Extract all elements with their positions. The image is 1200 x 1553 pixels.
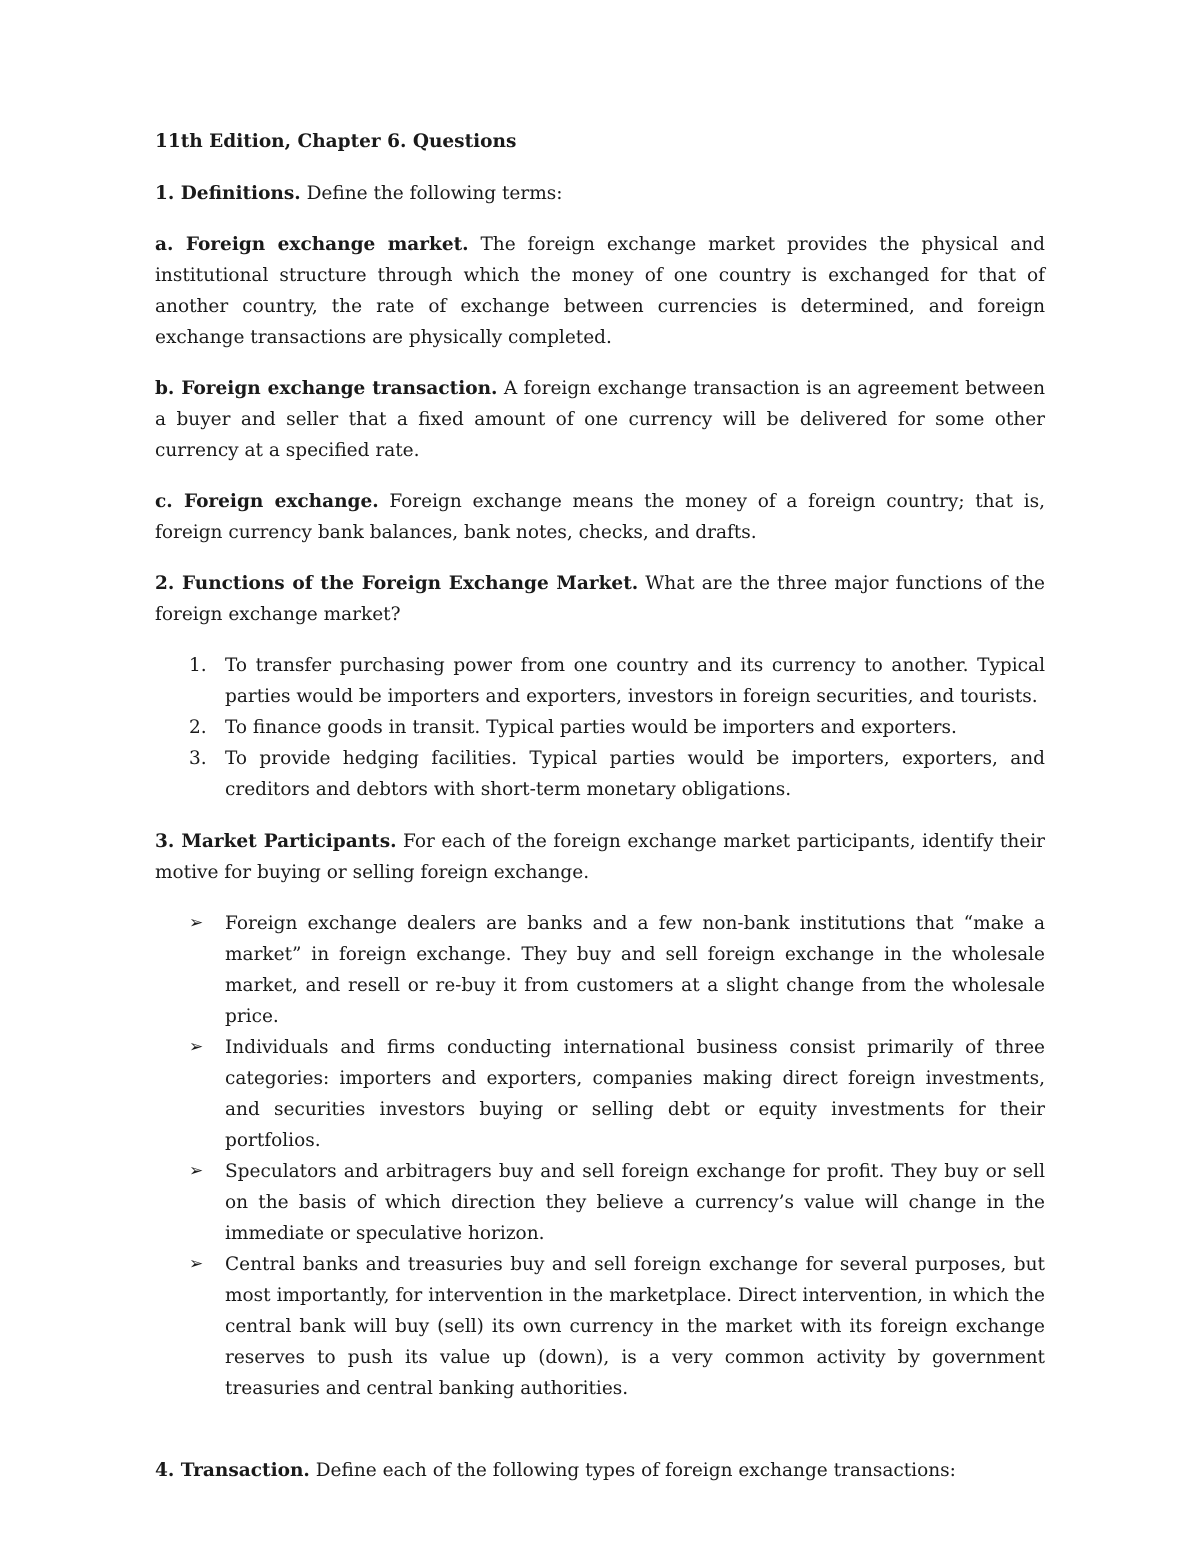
- definition-b-text: A foreign exchange transaction is an agreement between a buyer and seller that a fixed amount of one currency will be delivered for some other currency at a specified rate.: [155, 378, 1046, 461]
- arrow-bullet-icon: ➢: [189, 1161, 204, 1181]
- list-item-text: Speculators and arbitragers buy and sell foreign exchange for profit. They buy or sell on the basis of which direction they believe a currency’s value will change in the immediate or speculative horizon.: [225, 1161, 1045, 1244]
- list-item: [155, 1156, 1045, 1249]
- arrow-bullet-icon: ➢: [189, 913, 204, 933]
- arrow-bullet-icon: ➢: [189, 1254, 204, 1274]
- question-2-text: What are the three major functions of the foreign exchange market?: [155, 573, 1045, 625]
- question-3: [155, 826, 1045, 888]
- list-item-text: Foreign exchange dealers are banks and a few non-bank institutions that “make a market” in foreign exchange. They buy and sell foreign exchange in the wholesale market, and resell or re-buy it from customers at a slight change from the wholesale price.: [225, 913, 1045, 1027]
- list-item: [155, 1032, 1045, 1156]
- definition-c-term: c. Foreign exchange.: [155, 491, 379, 512]
- list-item-text: To provide hedging facilities. Typical parties would be importers, exporters, and creditors and debtors with short-term monetary obligations.: [225, 748, 1045, 800]
- list-item-text: Central banks and treasuries buy and sell foreign exchange for several purposes, but most importantly, for intervention in the marketplace. Direct intervention, in which the central bank will buy (sell) its own currency in the market with its foreign exchange reserves to push its value up (down), is a very common activity by government treasuries and central banking authorities.: [225, 1254, 1045, 1399]
- list-item-text: Individuals and firms conducting international business consist primarily of three categories: importers and exporters, companies making direct foreign investments, and securities investors buying or selling debt or equity investments for their portfolios.: [225, 1037, 1045, 1151]
- question-1-text: Define the following terms:: [300, 183, 563, 204]
- question-3-label: 3. Market Participants.: [155, 831, 397, 852]
- question-2-label: 2. Functions of the Foreign Exchange Market.: [155, 573, 639, 594]
- question-2: [155, 568, 1045, 630]
- list-number: 2.: [189, 717, 207, 738]
- list-item-text: To finance goods in transit. Typical parties would be importers and exporters.: [225, 717, 957, 738]
- definition-c-text: Foreign exchange means the money of a foreign country; that is, foreign currency bank balances, bank notes, checks, and drafts.: [155, 491, 1046, 543]
- definition-a-term: a. Foreign exchange market.: [155, 234, 469, 255]
- question-1-label: 1. Definitions.: [155, 183, 301, 204]
- question-4: [155, 1455, 1045, 1486]
- definition-c: [155, 486, 1045, 548]
- list-item: [155, 743, 1045, 805]
- list-item: [155, 650, 1045, 712]
- list-item-text: To transfer purchasing power from one country and its currency to another. Typical parties would be importers and exporters, investors in foreign securities, and tourists.: [225, 655, 1045, 707]
- definition-b: [155, 373, 1045, 466]
- question-1: [155, 178, 1045, 209]
- document-page: [155, 126, 1045, 1486]
- functions-list: [155, 650, 1045, 805]
- definition-b-term: b. Foreign exchange transaction.: [155, 378, 498, 399]
- participants-list: [155, 908, 1045, 1404]
- arrow-bullet-icon: ➢: [189, 1037, 204, 1057]
- question-4-label: 4. Transaction.: [155, 1460, 310, 1481]
- list-item: [155, 1249, 1045, 1404]
- definition-a: [155, 229, 1045, 353]
- question-4-text: Define each of the following types of foreign exchange transactions:: [309, 1460, 956, 1481]
- document-title: 11th Edition, Chapter 6. Questions: [155, 131, 517, 152]
- list-item: [155, 712, 1045, 743]
- list-number: 1.: [189, 655, 207, 676]
- list-item: [155, 908, 1045, 1032]
- list-number: 3.: [189, 748, 207, 769]
- question-3-text: For each of the foreign exchange market participants, identify their motive for buying or selling foreign exchange.: [155, 831, 1045, 883]
- definition-a-text: The foreign exchange market provides the physical and institutional structure through which the money of one country is exchanged for that of another country, the rate of exchange between currencies is determined, and foreign exchange transactions are physically completed.: [155, 234, 1045, 348]
